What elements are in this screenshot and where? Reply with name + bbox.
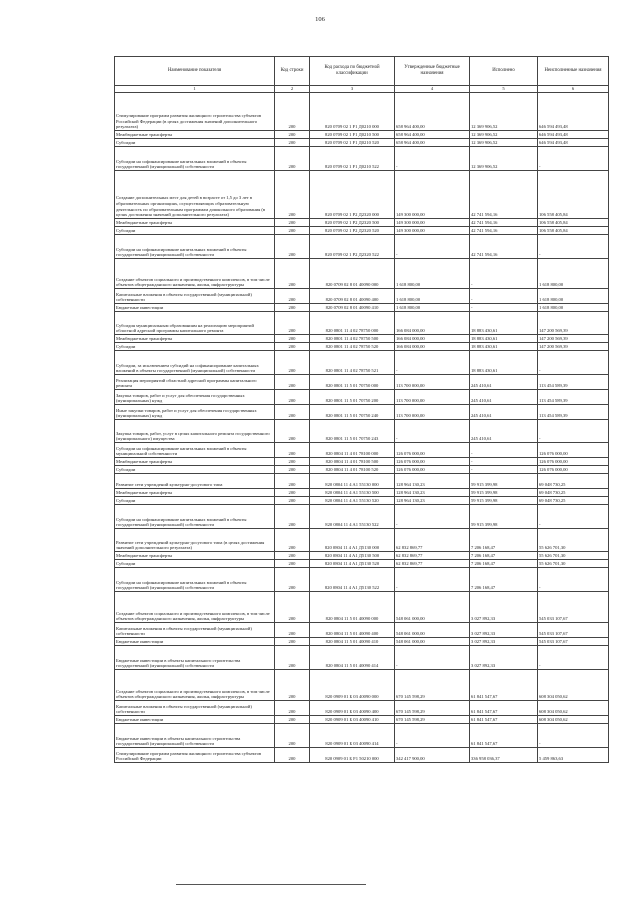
unexecuted-cell: - (538, 724, 609, 748)
budget-code-cell: 820 0801 11 4 02 78750 521 (310, 351, 395, 375)
budget-code-cell: 820 0709 02 8 01 40090 410 (310, 304, 395, 312)
budget-code-cell: 820 0804 11 4 A1 Д5130 000 (310, 529, 395, 552)
budget-code-cell: 820 0804 11 4 A1 55130 500 (310, 489, 395, 497)
indicator-name-cell: Субсидии (115, 227, 275, 235)
budget-code-cell: 820 0709 02 1 P2 Д2320 522 (310, 235, 395, 259)
approved-cell: 1 618 800,00 (395, 304, 470, 312)
executed-cell: 61 841 547,67 (470, 716, 538, 724)
line-code-cell: 200 (275, 420, 310, 443)
table-row (115, 646, 609, 670)
executed-cell: 3 027 892,33 (470, 646, 538, 670)
approved-cell: 62 832 869,77 (395, 552, 470, 560)
approved-cell: - (395, 505, 470, 529)
executed-cell: 42 741 594,16 (470, 219, 538, 227)
table-row (115, 131, 609, 139)
approved-cell: 149 300 000,00 (395, 171, 470, 219)
approved-cell: 62 832 869,77 (395, 560, 470, 568)
line-code-cell: 200 (275, 147, 310, 171)
line-code-cell: 200 (275, 235, 310, 259)
table-row (115, 529, 609, 552)
approved-cell: 670 145 598,29 (395, 701, 470, 716)
indicator-name-cell: Бюджетные инвестиции (115, 638, 275, 646)
unexecuted-cell: - (538, 351, 609, 375)
approved-cell: - (395, 568, 470, 592)
unexecuted-cell: - (538, 235, 609, 259)
line-code-cell: 200 (275, 529, 310, 552)
line-code-cell: 200 (275, 670, 310, 701)
budget-code-cell: 820 0804 11 5 01 40090 400 (310, 623, 395, 638)
executed-cell: 7 206 168,47 (470, 560, 538, 568)
executed-cell: 42 741 594,16 (470, 227, 538, 235)
executed-cell: 7 206 168,47 (470, 568, 538, 592)
approved-cell: - (395, 724, 470, 748)
unexecuted-cell: 69 048 730,25 (538, 489, 609, 497)
executed-cell: - (470, 259, 538, 289)
approved-cell: 126 076 000,00 (395, 443, 470, 458)
indicator-name-cell: Субсидии (115, 139, 275, 147)
column-index-row (115, 86, 609, 93)
line-code-cell: 200 (275, 646, 310, 670)
budget-code-cell: 820 0709 02 8 01 40090 000 (310, 259, 395, 289)
budget-execution-table (114, 56, 609, 763)
indicator-name-cell: Закупка товаров, работ и услуг для обеспечения государственных (муниципальных) нужд (115, 390, 275, 405)
approved-cell: - (395, 646, 470, 670)
indicator-name-cell: Создание дополнительных мест для детей в возрасте от 1,5 до 3 лет в образовательных организациях, осуществляющих образовательную деятельность по образовательным программам дошкольного образования (в целях достижения значений дополнительного результата) (115, 171, 275, 219)
unexecuted-cell: 646 594 493,48 (538, 93, 609, 131)
table-row (115, 592, 609, 623)
approved-cell: 166 084 000,00 (395, 343, 470, 351)
table-row (115, 405, 609, 420)
line-code-cell: 200 (275, 343, 310, 351)
indicator-name-cell: Капитальные вложения в объекты государственной (муниципальной) собственности (115, 701, 275, 716)
executed-cell: 3 027 892,33 (470, 592, 538, 623)
table-row (115, 497, 609, 505)
table-row (115, 304, 609, 312)
page-number: 106 (315, 16, 325, 23)
unexecuted-cell: - (538, 147, 609, 171)
indicator-name-cell: Стимулирование программ развития жилищного строительства субъектов Российской Федерации (в целях достижения значений дополнительного результата) (115, 93, 275, 131)
table-row (115, 474, 609, 489)
approved-cell: 62 832 869,77 (395, 529, 470, 552)
line-code-cell: 200 (275, 443, 310, 458)
indicator-name-cell: Создание объектов социального и производственного комплексов, в том числе объектов общегражданского назначения, жилья, инфраструктуры (115, 670, 275, 701)
unexecuted-cell: 55 626 701,30 (538, 560, 609, 568)
unexecuted-cell: 608 304 050,62 (538, 670, 609, 701)
table-row (115, 670, 609, 701)
line-code-cell: 200 (275, 716, 310, 724)
indicator-name-cell: Бюджетные инвестиции в объекты капитального строительства государственной (муниципальной) собственности (115, 646, 275, 670)
unexecuted-cell: 545 033 107,67 (538, 592, 609, 623)
line-code-cell: 200 (275, 335, 310, 343)
table-row (115, 638, 609, 646)
line-code-cell: 200 (275, 171, 310, 219)
table-row (115, 171, 609, 219)
column-index: 4 (395, 86, 470, 93)
approved-cell: 113 700 000,00 (395, 405, 470, 420)
unexecuted-cell: 126 076 000,00 (538, 466, 609, 474)
unexecuted-cell: 646 594 493,48 (538, 131, 609, 139)
approved-cell: 1 618 800,00 (395, 259, 470, 289)
indicator-name-cell: Развитие сети учреждений культурно-досугового типа (в целях достижения значений дополнительного результата) (115, 529, 275, 552)
indicator-name-cell: Межбюджетные трансферты (115, 458, 275, 466)
indicator-name-cell: Закупка товаров, работ, услуг в целях капитального ремонта государственного (муниципального) имущества (115, 420, 275, 443)
approved-cell: - (395, 351, 470, 375)
line-code-cell: 200 (275, 458, 310, 466)
line-code-cell: 200 (275, 312, 310, 335)
unexecuted-cell: 113 454 589,39 (538, 390, 609, 405)
executed-cell: 245 410,61 (470, 405, 538, 420)
budget-code-cell: 820 0804 11 4 A1 55130 520 (310, 497, 395, 505)
footer-rule (176, 884, 366, 885)
approved-cell: 128 964 130,23 (395, 497, 470, 505)
table-row (115, 93, 609, 131)
indicator-name-cell: Стимулирование программ развития жилищного строительства субъектов Российской Федерации (115, 748, 275, 763)
table-row (115, 390, 609, 405)
executed-cell: - (470, 466, 538, 474)
executed-cell: 59 915 399,98 (470, 489, 538, 497)
executed-cell: 245 410,61 (470, 420, 538, 443)
line-code-cell: 200 (275, 724, 310, 748)
approved-cell: 149 300 000,00 (395, 219, 470, 227)
approved-cell: 548 061 000,00 (395, 623, 470, 638)
unexecuted-cell: 113 454 589,39 (538, 405, 609, 420)
line-code-cell: 200 (275, 304, 310, 312)
budget-code-cell: 820 0709 02 1 P2 Д2320 520 (310, 227, 395, 235)
unexecuted-cell: - (538, 646, 609, 670)
budget-code-cell: 820 0709 02 1 F1 Д0210 520 (310, 139, 395, 147)
executed-cell: 18 883 430,61 (470, 312, 538, 335)
indicator-name-cell: Развитие сети учреждений культурно-досугового типа (115, 474, 275, 489)
table-row (115, 235, 609, 259)
executed-cell: 18 883 430,61 (470, 335, 538, 343)
budget-code-cell: 820 0909 01 Б 03 40090 400 (310, 701, 395, 716)
executed-cell: 245 410,61 (470, 375, 538, 390)
header-executed: Исполнено (470, 57, 538, 86)
budget-code-cell: 820 0801 11 5 01 70750 200 (310, 390, 395, 405)
unexecuted-cell: 126 076 000,00 (538, 443, 609, 458)
budget-code-cell: 820 0909 01 Б 03 40090 000 (310, 670, 395, 701)
table-row (115, 568, 609, 592)
executed-cell: 3 027 892,33 (470, 638, 538, 646)
executed-cell: 12 369 906,52 (470, 147, 538, 171)
budget-code-cell: 820 0909 01 Б F1 50210 000 (310, 748, 395, 763)
indicator-name-cell: Межбюджетные трансферты (115, 335, 275, 343)
line-code-cell: 200 (275, 623, 310, 638)
table-row (115, 458, 609, 466)
approved-cell: 113 700 000,00 (395, 390, 470, 405)
header-approved: Утвержденные бюджетные назначения (395, 57, 470, 86)
table-row (115, 489, 609, 497)
executed-cell: - (470, 443, 538, 458)
line-code-cell: 200 (275, 351, 310, 375)
executed-cell: 18 883 430,61 (470, 351, 538, 375)
line-code-cell: 200 (275, 219, 310, 227)
approved-cell: - (395, 235, 470, 259)
executed-cell: - (470, 458, 538, 466)
budget-code-cell: 820 0801 11 4 02 78750 500 (310, 335, 395, 343)
unexecuted-cell: 106 558 405,84 (538, 219, 609, 227)
executed-cell: 12 369 906,52 (470, 139, 538, 147)
indicator-name-cell: Субсидии на софинансирование капитальных вложений в объекты муниципальной собственности (115, 443, 275, 458)
header-indicator-name: Наименование показателя (115, 57, 275, 86)
column-index: 1 (115, 86, 275, 93)
executed-cell: 245 410,61 (470, 390, 538, 405)
approved-cell: 128 964 130,23 (395, 474, 470, 489)
unexecuted-cell: 147 200 569,39 (538, 335, 609, 343)
unexecuted-cell: 1 618 800,00 (538, 304, 609, 312)
line-code-cell: 200 (275, 638, 310, 646)
executed-cell: 336 958 036,37 (470, 748, 538, 763)
budget-code-cell: 820 0709 02 1 F1 Д0210 500 (310, 131, 395, 139)
line-code-cell: 200 (275, 552, 310, 560)
approved-cell: 113 700 000,00 (395, 375, 470, 390)
indicator-name-cell: Субсидии на софинансирование капитальных вложений в объекты государственной (муниципальной) собственности (115, 505, 275, 529)
indicator-name-cell: Субсидии на софинансирование капитальных вложений в объекты государственной (муниципальной) собственности (115, 147, 275, 171)
indicator-name-cell: Субсидии на софинансирование капитальных вложений в объекты государственной (муниципальной) собственности (115, 568, 275, 592)
budget-code-cell: 820 0801 11 4 02 78750 000 (310, 312, 395, 335)
line-code-cell: 200 (275, 748, 310, 763)
unexecuted-cell: 608 304 050,62 (538, 716, 609, 724)
header-budget-code: Код расхода по бюджетной классификации (310, 57, 395, 86)
executed-cell: 3 027 892,33 (470, 623, 538, 638)
indicator-name-cell: Бюджетные инвестиции (115, 304, 275, 312)
indicator-name-cell: Межбюджетные трансферты (115, 552, 275, 560)
budget-code-cell: 820 0804 11 4 01 78100 500 (310, 458, 395, 466)
line-code-cell: 200 (275, 489, 310, 497)
executed-cell: 18 883 430,61 (470, 343, 538, 351)
table-row (115, 289, 609, 304)
indicator-name-cell: Субсидии на софинансирование капитальных вложений в объекты государственной (муниципальной) собственности (115, 235, 275, 259)
indicator-name-cell: Субсидии (115, 343, 275, 351)
budget-code-cell: 820 0909 01 Б 03 40090 410 (310, 716, 395, 724)
executed-cell: 59 915 399,98 (470, 497, 538, 505)
unexecuted-cell: - (538, 420, 609, 443)
executed-cell: 61 841 547,67 (470, 670, 538, 701)
approved-cell: 658 964 400,00 (395, 93, 470, 131)
approved-cell: 149 300 000,00 (395, 227, 470, 235)
table-row (115, 351, 609, 375)
table-row (115, 724, 609, 748)
budget-code-cell: 820 0709 02 1 F1 Д0210 000 (310, 93, 395, 131)
executed-cell: - (470, 304, 538, 312)
approved-cell: - (395, 420, 470, 443)
executed-cell: 59 915 399,98 (470, 505, 538, 529)
line-code-cell: 200 (275, 405, 310, 420)
budget-code-cell: 820 0801 11 5 01 70750 000 (310, 375, 395, 390)
budget-code-cell: 820 0709 02 1 F1 Д0210 522 (310, 147, 395, 171)
approved-cell: - (395, 147, 470, 171)
table-row (115, 505, 609, 529)
budget-code-cell: 820 0804 11 4 A1 Д5130 520 (310, 560, 395, 568)
approved-cell: 548 061 000,00 (395, 638, 470, 646)
unexecuted-cell: 55 626 701,30 (538, 529, 609, 552)
line-code-cell: 200 (275, 375, 310, 390)
unexecuted-cell: 126 076 000,00 (538, 458, 609, 466)
approved-cell: 658 964 400,00 (395, 131, 470, 139)
budget-code-cell: 820 0804 11 5 01 40090 000 (310, 592, 395, 623)
unexecuted-cell: 69 048 730,25 (538, 497, 609, 505)
unexecuted-cell: - (538, 505, 609, 529)
indicator-name-cell: Реализация мероприятий областной адресной программы капитального ремонта (115, 375, 275, 390)
unexecuted-cell: 69 048 730,25 (538, 474, 609, 489)
table-row (115, 443, 609, 458)
indicator-name-cell: Создание объектов социального и производственного комплексов, в том числе объектов общегражданского назначения, жилья, инфраструктуры (115, 592, 275, 623)
executed-cell: 61 841 547,67 (470, 724, 538, 748)
unexecuted-cell: 147 200 569,39 (538, 312, 609, 335)
executed-cell: 42 741 594,16 (470, 171, 538, 219)
executed-cell: 42 741 594,16 (470, 235, 538, 259)
line-code-cell: 200 (275, 474, 310, 489)
approved-cell: 166 084 000,00 (395, 312, 470, 335)
line-code-cell: 200 (275, 568, 310, 592)
approved-cell: 670 145 598,29 (395, 670, 470, 701)
column-index: 3 (310, 86, 395, 93)
table-row (115, 420, 609, 443)
executed-cell: 12 369 906,52 (470, 131, 538, 139)
table-row (115, 716, 609, 724)
approved-cell: 670 145 598,29 (395, 716, 470, 724)
indicator-name-cell: Бюджетные инвестиции в объекты капитального строительства государственной (муниципальной) собственности (115, 724, 275, 748)
budget-code-cell: 820 0709 02 1 P2 Д2320 000 (310, 171, 395, 219)
line-code-cell: 200 (275, 497, 310, 505)
indicator-name-cell: Межбюджетные трансферты (115, 489, 275, 497)
executed-cell: 61 841 547,67 (470, 701, 538, 716)
unexecuted-cell: 113 454 589,39 (538, 375, 609, 390)
indicator-name-cell: Иные закупки товаров, работ и услуг для обеспечения государственных (муниципальных) нужд (115, 405, 275, 420)
approved-cell: 126 076 000,00 (395, 458, 470, 466)
indicator-name-cell: Межбюджетные трансферты (115, 131, 275, 139)
budget-code-cell: 820 0804 11 4 A1 Д5130 522 (310, 568, 395, 592)
budget-code-cell: 820 0804 11 4 A1 Д5130 500 (310, 552, 395, 560)
unexecuted-cell: 608 304 050,62 (538, 701, 609, 716)
indicator-name-cell: Капитальные вложения в объекты государственной (муниципальной) собственности (115, 289, 275, 304)
table-row (115, 227, 609, 235)
approved-cell: 658 964 400,00 (395, 139, 470, 147)
executed-cell: - (470, 289, 538, 304)
executed-cell: 7 206 168,47 (470, 529, 538, 552)
approved-cell: 1 618 800,00 (395, 289, 470, 304)
table-row (115, 147, 609, 171)
budget-code-cell: 820 0709 02 8 01 40090 400 (310, 289, 395, 304)
executed-cell: 59 915 399,98 (470, 474, 538, 489)
budget-code-cell: 820 0909 01 Б 03 40090 414 (310, 724, 395, 748)
budget-code-cell: 820 0801 11 5 01 70750 240 (310, 405, 395, 420)
unexecuted-cell: 545 033 107,67 (538, 638, 609, 646)
indicator-name-cell: Субсидии, за исключением субсидий на софинансирование капитальных вложений в объекты государственной (муниципальной) собственности (115, 351, 275, 375)
budget-code-cell: 820 0801 11 4 02 78750 520 (310, 343, 395, 351)
budget-code-cell: 820 0801 11 5 01 70750 243 (310, 420, 395, 443)
approved-cell: 548 061 000,00 (395, 592, 470, 623)
table-row (115, 219, 609, 227)
header-unexecuted: Неисполненные назначения (538, 57, 609, 86)
indicator-name-cell: Субсидии (115, 560, 275, 568)
line-code-cell: 200 (275, 390, 310, 405)
line-code-cell: 200 (275, 259, 310, 289)
indicator-name-cell: Капитальные вложения в объекты государственной (муниципальной) собственности (115, 623, 275, 638)
table-row (115, 139, 609, 147)
budget-code-cell: 820 0804 11 5 01 40090 414 (310, 646, 395, 670)
line-code-cell: 200 (275, 93, 310, 131)
line-code-cell: 200 (275, 227, 310, 235)
budget-code-cell: 820 0804 11 4 01 78100 000 (310, 443, 395, 458)
unexecuted-cell: 5 459 863,63 (538, 748, 609, 763)
line-code-cell: 200 (275, 505, 310, 529)
indicator-name-cell: Субсидии (115, 497, 275, 505)
budget-code-cell: 820 0804 11 4 01 78100 520 (310, 466, 395, 474)
indicator-name-cell: Бюджетные инвестиции (115, 716, 275, 724)
approved-cell: 128 964 130,23 (395, 489, 470, 497)
table-row (115, 259, 609, 289)
line-code-cell: 200 (275, 592, 310, 623)
table-row (115, 748, 609, 763)
unexecuted-cell: 55 626 701,30 (538, 552, 609, 560)
line-code-cell: 200 (275, 139, 310, 147)
budget-code-cell: 820 0804 11 4 A1 55130 000 (310, 474, 395, 489)
unexecuted-cell: 646 594 493,48 (538, 139, 609, 147)
table-row (115, 312, 609, 335)
column-index: 2 (275, 86, 310, 93)
table-row (115, 343, 609, 351)
unexecuted-cell: - (538, 568, 609, 592)
executed-cell: 12 369 906,52 (470, 93, 538, 131)
unexecuted-cell: 1 618 800,00 (538, 289, 609, 304)
line-code-cell: 200 (275, 560, 310, 568)
approved-cell: 342 417 900,00 (395, 748, 470, 763)
column-index: 6 (538, 86, 609, 93)
unexecuted-cell: 106 558 405,84 (538, 227, 609, 235)
executed-cell: 7 206 168,47 (470, 552, 538, 560)
table-row (115, 466, 609, 474)
unexecuted-cell: 545 033 107,67 (538, 623, 609, 638)
approved-cell: 126 076 000,00 (395, 466, 470, 474)
indicator-name-cell: Создание объектов социального и производственного комплексов, в том числе объектов общегражданского назначения, жилья, инфраструктуры (115, 259, 275, 289)
table-row (115, 375, 609, 390)
column-index: 5 (470, 86, 538, 93)
unexecuted-cell: 147 200 569,39 (538, 343, 609, 351)
table-row (115, 335, 609, 343)
table-row (115, 701, 609, 716)
table-row (115, 552, 609, 560)
line-code-cell: 200 (275, 131, 310, 139)
unexecuted-cell: 1 618 800,00 (538, 259, 609, 289)
indicator-name-cell: Межбюджетные трансферты (115, 219, 275, 227)
budget-code-cell: 820 0804 11 4 A1 55130 522 (310, 505, 395, 529)
approved-cell: 166 084 000,00 (395, 335, 470, 343)
line-code-cell: 200 (275, 289, 310, 304)
line-code-cell: 200 (275, 701, 310, 716)
table-row (115, 623, 609, 638)
unexecuted-cell: 106 558 405,84 (538, 171, 609, 219)
table-row (115, 560, 609, 568)
header-line-code: Код строки (275, 57, 310, 86)
indicator-name-cell: Субсидия муниципальным образованиям на реализацию мероприятий областной адресной программы капитального ремонта (115, 312, 275, 335)
line-code-cell: 200 (275, 466, 310, 474)
budget-code-cell: 820 0709 02 1 P2 Д2320 500 (310, 219, 395, 227)
table-header-row (115, 57, 609, 86)
indicator-name-cell: Субсидии (115, 466, 275, 474)
budget-code-cell: 820 0804 11 5 01 40090 410 (310, 638, 395, 646)
